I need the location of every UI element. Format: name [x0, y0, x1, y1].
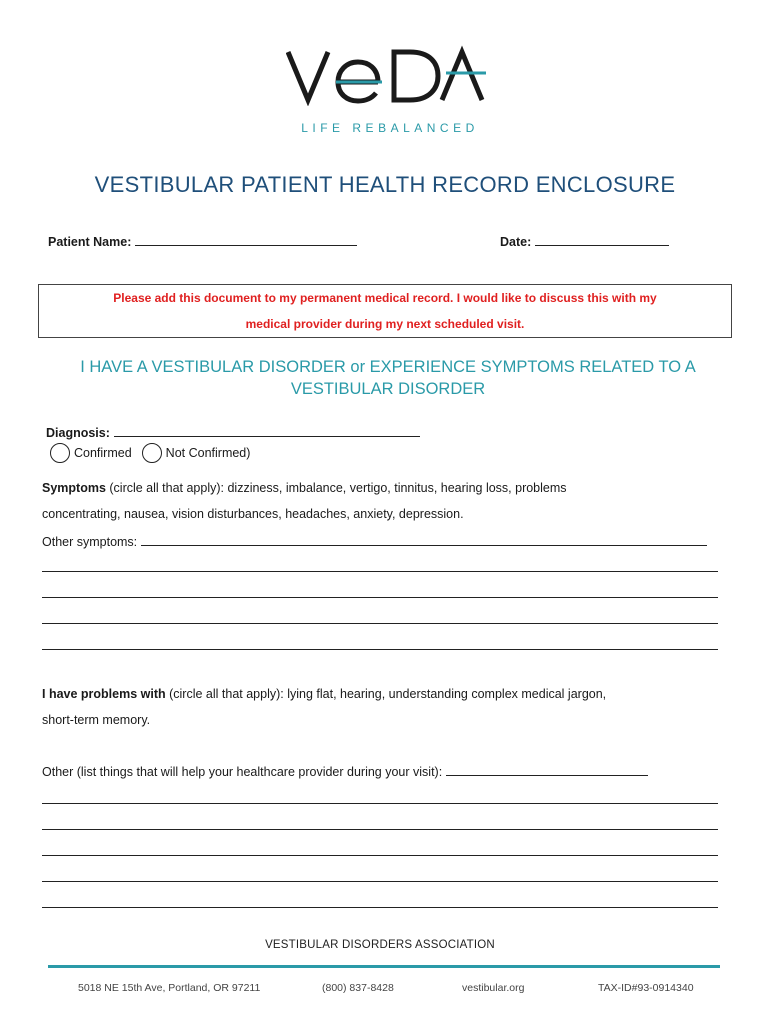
notice-line-1: Please add this document to my permanent medical record. I would like to discuss this with my [113, 291, 657, 305]
other-line-4[interactable] [42, 881, 718, 882]
other-field[interactable] [446, 763, 648, 776]
notice-box [38, 284, 732, 338]
symptoms-paragraph [42, 475, 742, 527]
footer-org-name: VESTIBULAR DISORDERS ASSOCIATION [265, 939, 495, 951]
problems-text-2: short-term memory. [42, 713, 151, 727]
confirmed-radio-icon[interactable] [50, 443, 70, 463]
diagnosis-row [46, 424, 420, 440]
date-label: Date: [500, 235, 532, 249]
other-symptoms-label: Other symptoms: [42, 535, 138, 549]
symptoms-line-1[interactable] [42, 571, 718, 572]
problems-text-1: (circle all that apply): lying flat, hearing, understanding complex medical jargon, [165, 687, 607, 701]
other-symptoms-field[interactable] [141, 533, 707, 546]
document-title: VESTIBULAR PATIENT HEALTH RECORD ENCLOSURE [94, 172, 676, 197]
not-confirmed-option[interactable] [142, 443, 251, 463]
confirmed-option[interactable] [50, 443, 132, 463]
footer-tax-id: TAX-ID#93-0914340 [598, 982, 694, 994]
diagnosis-label: Diagnosis: [46, 426, 110, 440]
notice-line-2: medical provider during my next scheduled visit. [245, 317, 525, 331]
other-label: Other (list things that will help your healthcare provider during your visit): [42, 765, 443, 779]
other-symptoms-row [42, 529, 707, 555]
not-confirmed-radio-icon[interactable] [142, 443, 162, 463]
diagnosis-field[interactable] [114, 424, 420, 437]
footer-address: 5018 NE 15th Ave, Portland, OR 97211 [78, 982, 261, 994]
footer-website[interactable]: vestibular.org [462, 982, 525, 994]
symptoms-text-1: (circle all that apply): dizziness, imbalance, vertigo, tinnitus, hearing loss, problems [105, 481, 567, 495]
section-heading: I HAVE A VESTIBULAR DISORDER or EXPERIENCE SYMPTOMS RELATED TO A VESTIBULAR DISORDER [80, 358, 696, 398]
other-row [42, 759, 648, 785]
problems-paragraph [42, 681, 742, 733]
other-line-1[interactable] [42, 803, 718, 804]
not-confirmed-label: Not Confirmed) [165, 446, 251, 460]
patient-name-field[interactable] [135, 233, 357, 246]
date-field[interactable] [535, 233, 669, 246]
other-line-5[interactable] [42, 907, 718, 908]
other-line-3[interactable] [42, 855, 718, 856]
problems-label: I have problems with [42, 687, 166, 701]
confirmed-label: Confirmed [74, 446, 132, 460]
footer-divider [48, 965, 720, 968]
symptoms-line-2[interactable] [42, 597, 718, 598]
date-row [500, 233, 669, 249]
patient-name-row [48, 233, 357, 249]
diagnosis-options [50, 443, 250, 463]
footer-phone: (800) 837-8428 [322, 982, 394, 994]
other-line-2[interactable] [42, 829, 718, 830]
symptoms-label: Symptoms [42, 481, 106, 495]
symptoms-line-3[interactable] [42, 623, 718, 624]
veda-logo-mark [286, 44, 486, 106]
veda-logo [286, 44, 486, 106]
symptoms-line-4[interactable] [42, 649, 718, 650]
logo-tagline: LIFE REBALANCED [301, 121, 479, 135]
patient-name-label: Patient Name: [48, 235, 132, 249]
symptoms-text-2: concentrating, nausea, vision disturbances, headaches, anxiety, depression. [42, 507, 464, 521]
